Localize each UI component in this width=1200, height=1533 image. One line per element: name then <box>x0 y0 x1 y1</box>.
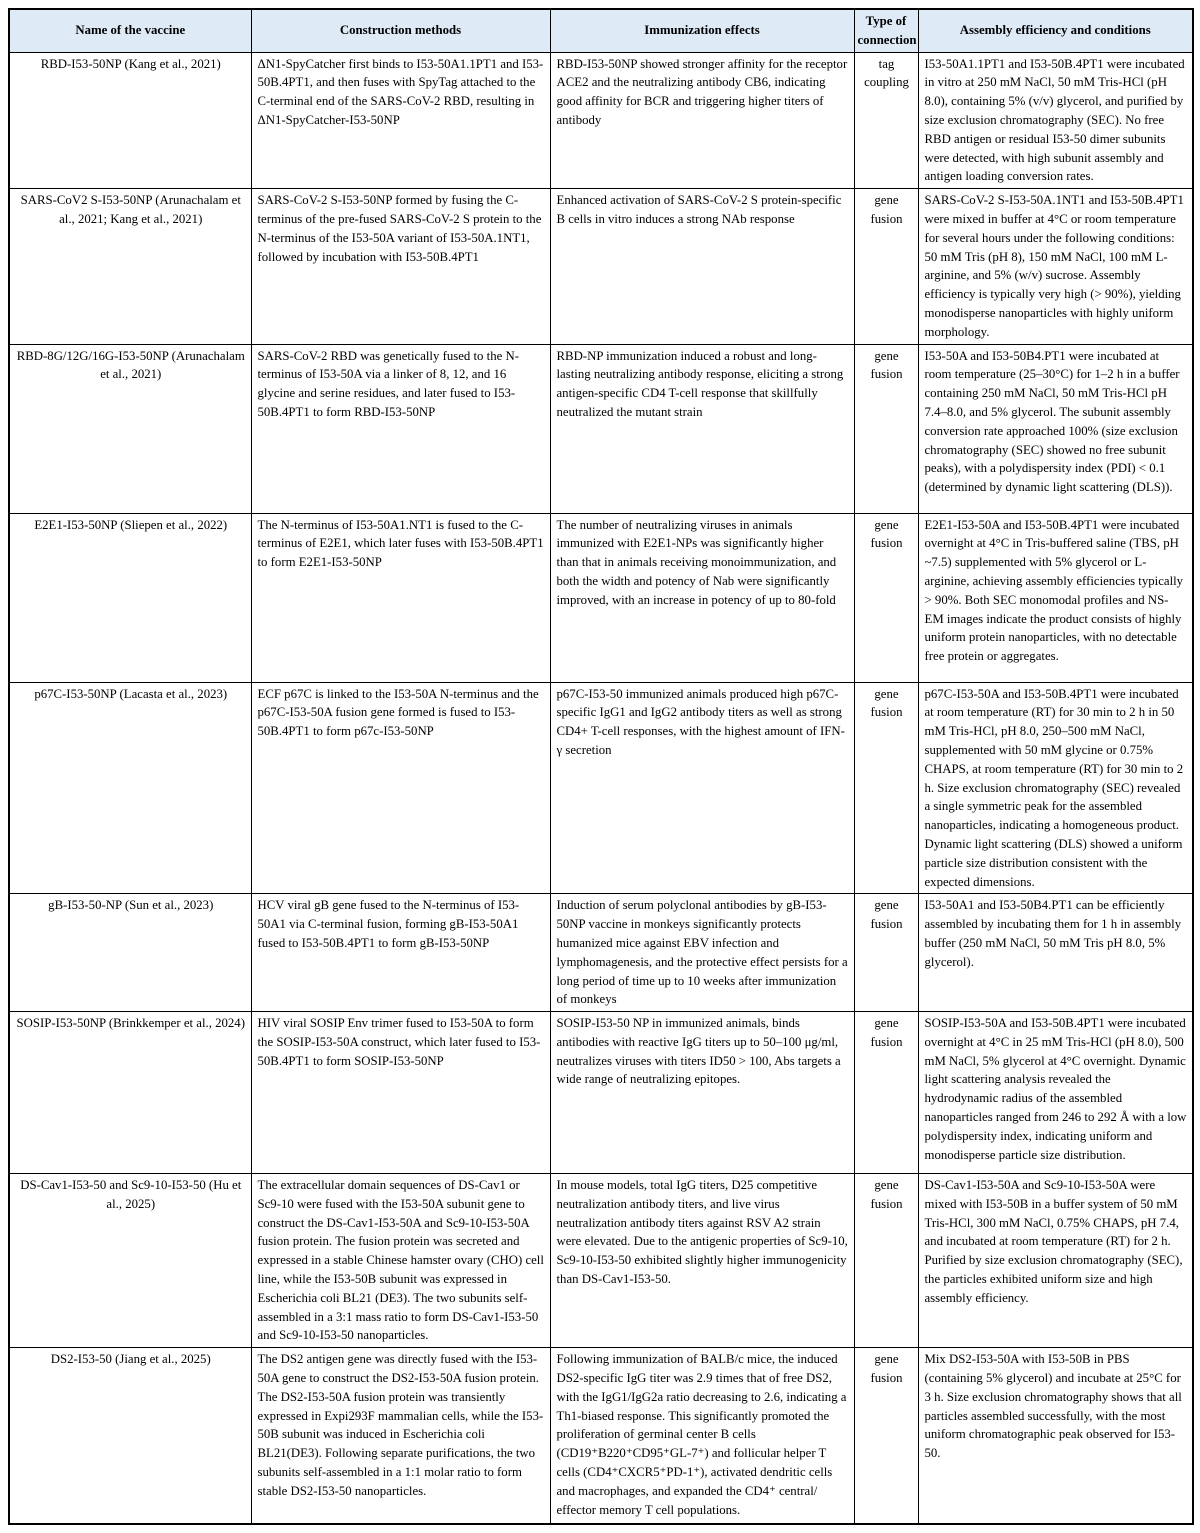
effects-cell: The number of neutralizing viruses in animals immunized with E2E1-NPs was significantly higher than that in animals receiving monoimmunization, and both the width and potency of Nab were significantly improved, with an increase in potency of up to 80-fold <box>550 513 854 682</box>
assembly-cell: DS-Cav1-I53-50A and Sc9-10-I53-50A were mixed with I53-50B in a buffer system of 50 mM Tris-HCl, 300 mM NaCl, 0.75% CHAPS, pH 7.4, and incubated at room temperature (RT) for 2 h. Purified by size exclusion chromatography (SEC), the particles exhibited uniform size and high assembly efficiency. <box>918 1174 1193 1348</box>
header-name-of-vaccine: Name of the vaccine <box>9 9 251 52</box>
header-construction-methods: Construction methods <box>251 9 550 52</box>
connection-cell: gene fusion <box>854 513 918 682</box>
connection-cell: gene fusion <box>854 682 918 894</box>
construction-cell: The extracellular domain sequences of DS-Cav1 or Sc9-10 were fused with the I53-50A subunit gene to construct the DS-Cav1-I53-50A and Sc9-10-I53-50A fusion protein. The fusion protein was secreted and expressed in a stable Chinese hamster ovary (CHO) cell line, while the I53-50B subunit was expressed in Escherichia coli BL21 (DE3). The two subunits self-assembled in a 3:1 mass ratio to form DS-Cav1-I53-50 and Sc9-10-I53-50 nanoparticles. <box>251 1174 550 1348</box>
connection-cell: tag coupling <box>854 52 918 189</box>
effects-cell: RBD-I53-50NP showed stronger affinity for the receptor ACE2 and the neutralizing antibody CB6, indicating good affinity for BCR and triggering higher titers of antibody <box>550 52 854 189</box>
construction-cell: The DS2 antigen gene was directly fused with the I53-50A gene to construct the DS2-I53-50A fusion protein. The DS2-I53-50A fusion protein was transiently expressed in Expi293F mammalian cells, while the I53-50B subunit was induced in Escherichia coli BL21(DE3). Following separate purifications, the two subunits self-assembled in a 1:1 molar ratio to form stable DS2-I53-50 nanoparticles. <box>251 1348 550 1524</box>
vaccine-comparison-table <box>8 8 1194 1525</box>
construction-cell: SARS-CoV-2 S-I53-50NP formed by fusing the C-terminus of the pre-fused SARS-CoV-2 S protein to the N-terminus of the I53-50A variant of I53-50A.1NT1, followed by incubation with I53-50B.4PT1 <box>251 189 550 344</box>
header-type-of-connection: Type of connection <box>854 9 918 52</box>
table-row <box>9 1012 1193 1174</box>
construction-cell: SARS-CoV-2 RBD was genetically fused to the N-terminus of I53-50A via a linker of 8, 12, and 16 glycine and serine residues, and later fused to I53-50B.4PT1 to form RBD-I53-50NP <box>251 344 550 513</box>
table-row <box>9 513 1193 682</box>
connection-cell: gene fusion <box>854 344 918 513</box>
vaccine-name-cell: SARS-CoV2 S-I53-50NP (Arunachalam et al., 2021; Kang et al., 2021) <box>9 189 251 344</box>
vaccine-name-cell: DS-Cav1-I53-50 and Sc9-10-I53-50 (Hu et al., 2025) <box>9 1174 251 1348</box>
construction-cell: HCV viral gB gene fused to the N-terminus of I53-50A1 via C-terminal fusion, forming gB-I53-50A1 fused to I53-50B.4PT1 to form gB-I53-50NP <box>251 894 550 1012</box>
assembly-cell: I53-50A1.1PT1 and I53-50B.4PT1 were incubated in vitro at 250 mM NaCl, 50 mM Tris-HCl (pH 8.0), containing 5% (v/v) glycerol, and purified by size exclusion chromatography (SEC). No free RBD antigen or residual I53-50 dimer subunits were detected, with high subunit assembly and antigen loading conversion rates. <box>918 52 1193 189</box>
effects-cell: Induction of serum polyclonal antibodies by gB-I53-50NP vaccine in monkeys significantly protects humanized mice against EBV infection and lymphomagenesis, and the protective effect persists for a long period of time up to 10 weeks after immunization of monkeys <box>550 894 854 1012</box>
vaccine-name-cell: DS2-I53-50 (Jiang et al., 2025) <box>9 1348 251 1524</box>
connection-cell: gene fusion <box>854 1348 918 1524</box>
construction-cell: ECF p67C is linked to the I53-50A N-terminus and the p67C-I53-50A fusion gene formed is fused to I53-50B.4PT1 to form p67c-I53-50NP <box>251 682 550 894</box>
table-row <box>9 52 1193 189</box>
assembly-cell: I53-50A1 and I53-50B4.PT1 can be efficiently assembled by incubating them for 1 h in assembly buffer (250 mM NaCl, 50 mM Tris pH 8.0, 5% glycerol). <box>918 894 1193 1012</box>
vaccine-name-cell: E2E1-I53-50NP (Sliepen et al., 2022) <box>9 513 251 682</box>
assembly-cell: E2E1-I53-50A and I53-50B.4PT1 were incubated overnight at 4°C in Tris-buffered saline (TBS, pH ~7.5) supplemented with 5% glycerol or L-arginine, achieving assembly efficiencies typically > 90%. Both SEC monomodal profiles and NS-EM images indicate the product consists of highly uniform protein nanoparticles, with no detectable free protein or aggregates. <box>918 513 1193 682</box>
assembly-cell: SOSIP-I53-50A and I53-50B.4PT1 were incubated overnight at 4°C in 25 mM Tris-HCl (pH 8.0), 500 mM NaCl, 5% glycerol at 4°C overnight. Dynamic light scattering analysis revealed the hydrodynamic radius of the assembled nanoparticles ranged from 246 to 292 Å with a low polydispersity index, indicating uniform and monodisperse particle size distribution. <box>918 1012 1193 1174</box>
table-row <box>9 894 1193 1012</box>
header-row <box>9 9 1193 52</box>
connection-cell: gene fusion <box>854 1174 918 1348</box>
effects-cell: SOSIP-I53-50 NP in immunized animals, binds antibodies with reactive IgG titers up to 50–100 μg/ml, neutralizes viruses with titers ID50 > 100, Abs targets a wide range of neutralizing epitopes. <box>550 1012 854 1174</box>
assembly-cell: SARS-CoV-2 S-I53-50A.1NT1 and I53-50B.4PT1 were mixed in buffer at 4°C or room temperature for several hours under the following conditions: 50 mM Tris (pH 8), 150 mM NaCl, 100 mM L-arginine, and 5% (w/v) sucrose. Assembly efficiency is typically very high (> 90%), yielding monodisperse nanoparticles with highly uniform morphology. <box>918 189 1193 344</box>
table-row <box>9 189 1193 344</box>
table-row <box>9 1348 1193 1524</box>
construction-cell: ΔN1-SpyCatcher first binds to I53-50A1.1PT1 and I53-50B.4PT1, and then fuses with SpyTag attached to the C-terminal end of the SARS-CoV-2 RBD, resulting in ΔN1-SpyCatcher-I53-50NP <box>251 52 550 189</box>
vaccine-name-cell: gB-I53-50-NP (Sun et al., 2023) <box>9 894 251 1012</box>
assembly-cell: p67C-I53-50A and I53-50B.4PT1 were incubated at room temperature (RT) for 30 min to 2 h in 50 mM Tris-HCl, pH 8.0, 250–500 mM NaCl, supplemented with 50 mM glycine or 0.75% CHAPS, at room temperature (RT) for 30 min to 2 h. Size exclusion chromatography (SEC) revealed a single symmetric peak for the assembled nanoparticles, indicating a homogeneous product. Dynamic light scattering (DLS) showed a uniform particle size distribution consistent with the expected dimensions. <box>918 682 1193 894</box>
header-assembly-efficiency: Assembly efficiency and conditions <box>918 9 1193 52</box>
header-immunization-effects: Immunization effects <box>550 9 854 52</box>
table-row <box>9 344 1193 513</box>
vaccine-name-cell: RBD-I53-50NP (Kang et al., 2021) <box>9 52 251 189</box>
connection-cell: gene fusion <box>854 1012 918 1174</box>
effects-cell: RBD-NP immunization induced a robust and long-lasting neutralizing antibody response, eliciting a strong antigen-specific CD4 T-cell response that skillfully neutralized the mutant strain <box>550 344 854 513</box>
vaccine-name-cell: SOSIP-I53-50NP (Brinkkemper et al., 2024) <box>9 1012 251 1174</box>
table-row <box>9 682 1193 894</box>
effects-cell: Following immunization of BALB/c mice, the induced DS2-specific IgG titer was 2.9 times that of free DS2, with the IgG1/IgG2a ratio decreasing to 2.6, indicating a Th1-biased response. This significantly promoted the proliferation of germinal center B cells (CD19⁺B220⁺CD95⁺GL-7⁺) and follicular helper T cells (CD4⁺CXCR5⁺PD-1⁺), activated dendritic cells and macrophages, and expanded the CD4⁺ central/ effector memory T cell populations. <box>550 1348 854 1524</box>
construction-cell: HIV viral SOSIP Env trimer fused to I53-50A to form the SOSIP-I53-50A construct, which later fused to I53-50B.4PT1 to form SOSIP-I53-50NP <box>251 1012 550 1174</box>
vaccine-name-cell: RBD-8G/12G/16G-I53-50NP (Arunachalam et al., 2021) <box>9 344 251 513</box>
connection-cell: gene fusion <box>854 189 918 344</box>
vaccine-name-cell: p67C-I53-50NP (Lacasta et al., 2023) <box>9 682 251 894</box>
connection-cell: gene fusion <box>854 894 918 1012</box>
construction-cell: The N-terminus of I53-50A1.NT1 is fused to the C-terminus of E2E1, which later fuses with I53-50B.4PT1 to form E2E1-I53-50NP <box>251 513 550 682</box>
effects-cell: Enhanced activation of SARS-CoV-2 S protein-specific B cells in vitro induces a strong NAb response <box>550 189 854 344</box>
table-row <box>9 1174 1193 1348</box>
effects-cell: In mouse models, total IgG titers, D25 competitive neutralization antibody titers, and live virus neutralization antibody titers against RSV A2 strain were elevated. Due to the antigenic properties of Sc9-10, Sc9-10-I53-50 exhibited slightly higher immunogenicity than DS-Cav1-I53-50. <box>550 1174 854 1348</box>
effects-cell: p67C-I53-50 immunized animals produced high p67C-specific IgG1 and IgG2 antibody titers as well as strong CD4+ T-cell responses, with the highest amount of IFN-γ secretion <box>550 682 854 894</box>
assembly-cell: I53-50A and I53-50B4.PT1 were incubated at room temperature (25–30°C) for 1–2 h in a buffer containing 250 mM NaCl, 50 mM Tris-HCl pH 7.4–8.0, and 5% glycerol. The subunit assembly conversion rate approached 100% (size exclusion chromatography (SEC) showed no free subunit peaks), with a polydispersity index (PDI) < 0.1 (determined by dynamic light scattering (DLS)). <box>918 344 1193 513</box>
assembly-cell: Mix DS2-I53-50A with I53-50B in PBS (containing 5% glycerol) and incubate at 25°C for 3 h. Size exclusion chromatography shows that all particles assembled successfully, with the most uniform chromatographic peak observed for I53-50. <box>918 1348 1193 1524</box>
